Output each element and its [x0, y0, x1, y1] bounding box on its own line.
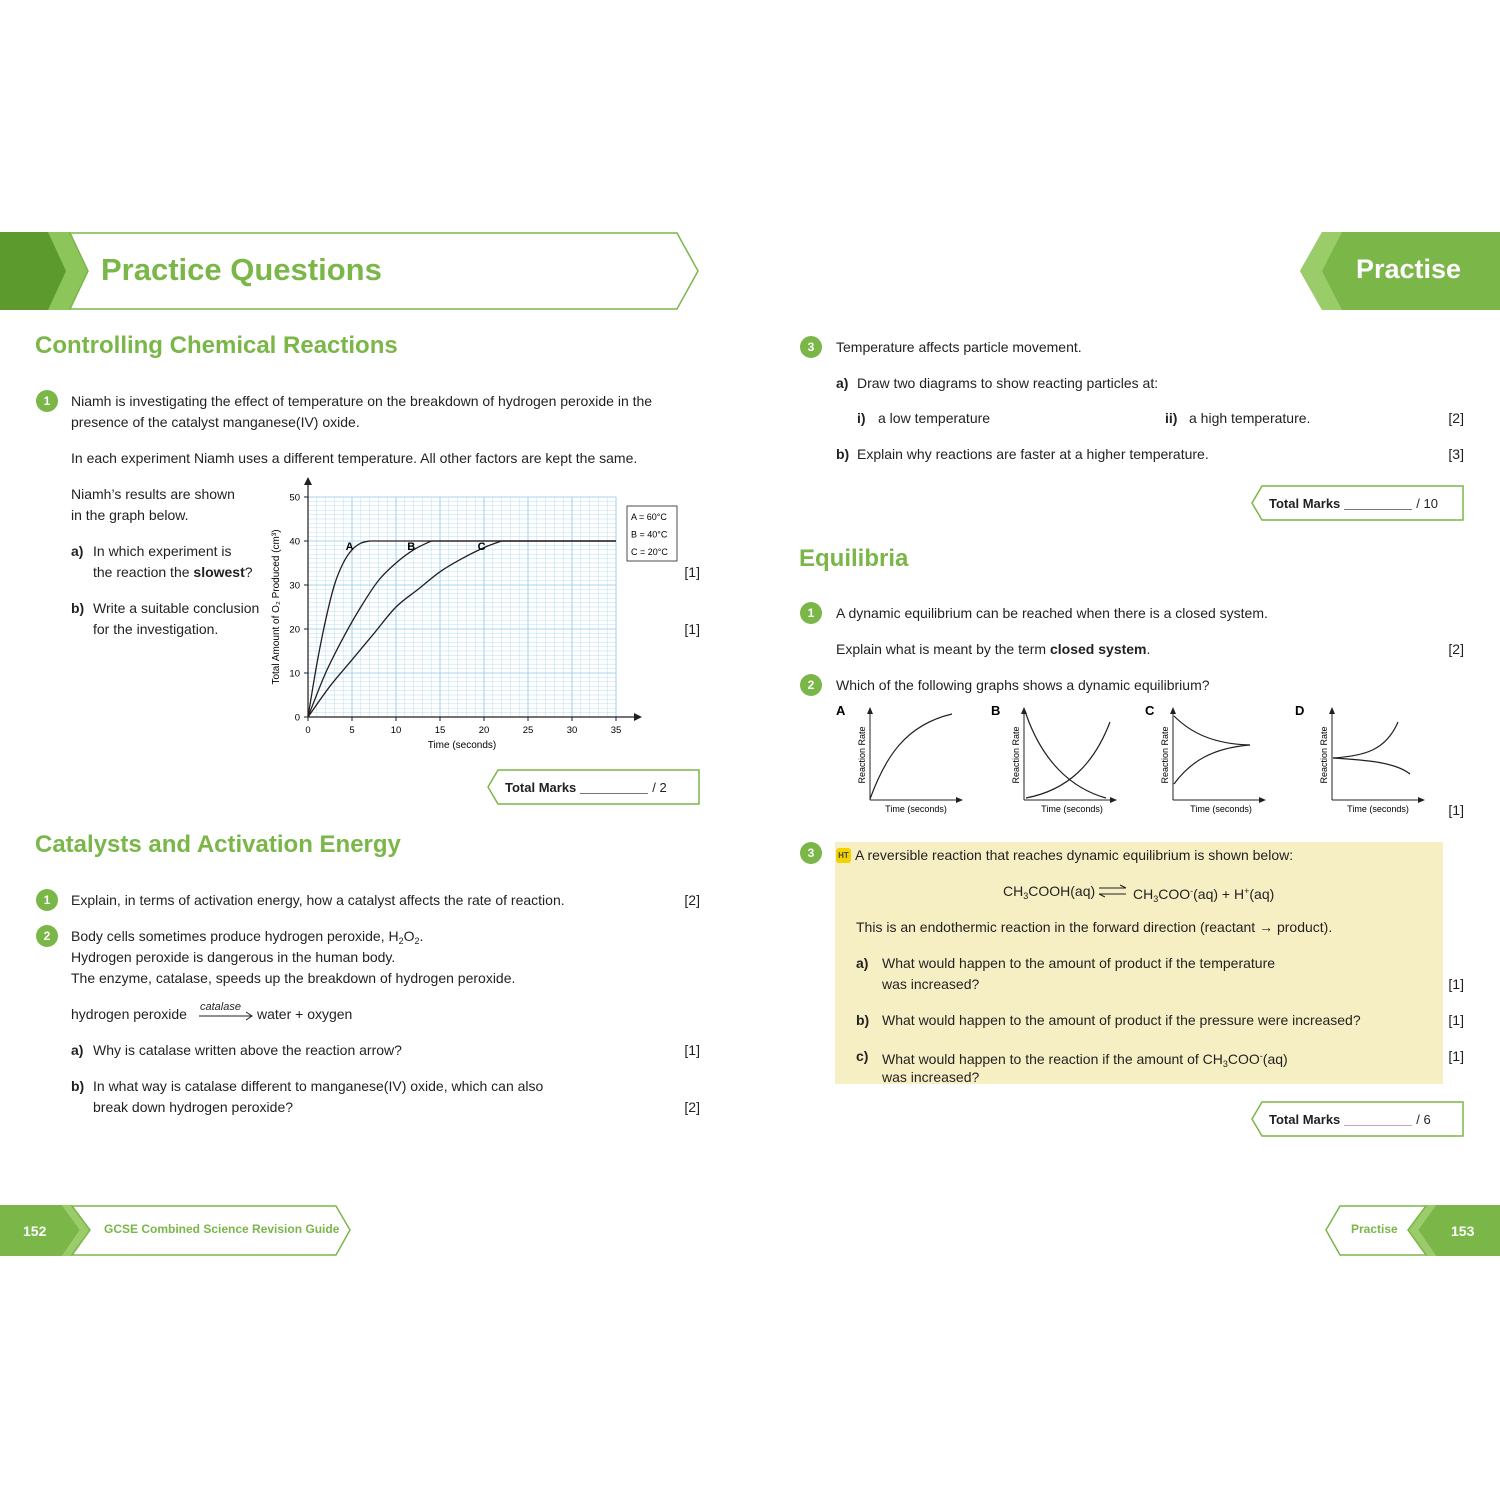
graph-b-curve-up: [1026, 722, 1110, 798]
graph-letter-b: B: [991, 703, 1001, 718]
graph-c-curve-top: [1174, 716, 1250, 745]
q1-text-line2: presence of the catalyst manganese(IV) oxide.: [71, 414, 360, 430]
graph-letter-a: A: [836, 703, 846, 718]
q1-text-line1: Niamh is investigating the effect of temperature on the breakdown of hydrogen peroxide in the: [71, 393, 653, 409]
eq-q3c-line1: What would happen to the reaction if the amount of $CH_3COO^-(aq)$: [882, 1051, 1288, 1069]
equilibrium-arrow-icon: [1097, 884, 1129, 898]
question-number: 2: [800, 674, 822, 696]
graph-d: [1295, 703, 1424, 814]
mark-allocation: [1]: [1448, 1012, 1464, 1028]
mark-allocation: [2]: [684, 892, 700, 908]
part-label: a): [836, 375, 849, 391]
s2-q2-line3: The enzyme, catalase, speeds up the breakdown of hydrogen peroxide.: [71, 970, 516, 986]
part-label: b): [71, 600, 85, 616]
x-tick-label: 5: [349, 725, 355, 736]
y-tick-label: 40: [289, 536, 300, 548]
page-title-left: Practice Questions: [101, 252, 382, 287]
x-tick-label: 0: [305, 725, 311, 736]
eq-q3c-line2: was increased?: [882, 1069, 980, 1085]
series-label-a: A: [345, 541, 354, 553]
y-tick-label: 30: [289, 580, 300, 592]
graph-ylabel: Reaction Rate: [1160, 726, 1170, 784]
eq-q3b-text: What would happen to the amount of product if the pressure were increased?: [882, 1012, 1361, 1028]
q1-results-line2: in the graph below.: [71, 507, 189, 523]
part-label: c): [856, 1048, 869, 1064]
legend-entry: C = 20°C: [631, 547, 668, 557]
q1-text-line3: In each experiment Niamh uses a different temperature. All other factors are kept the same.: [71, 450, 638, 466]
q1a-line2: the reaction the slowest?: [93, 564, 253, 580]
s2-q2-line2: Hydrogen peroxide is dangerous in the human body.: [71, 949, 396, 965]
reaction-arrow-icon: [198, 1011, 256, 1021]
graph-c: [1145, 703, 1265, 814]
x-axis-label: Time (seconds): [427, 740, 497, 751]
section-title-equilibria: Equilibria: [799, 545, 909, 572]
question-number: 3: [800, 336, 822, 358]
higher-tier-badge: HT: [836, 848, 851, 863]
eq-q3a-line2: was increased?: [882, 976, 980, 992]
x-tick-label: 35: [610, 725, 622, 736]
graph-c-curve-bottom: [1174, 745, 1250, 784]
book-title: GCSE Combined Science Revision Guide: [104, 1222, 340, 1236]
s2-q2-line1: Body cells sometimes produce hydrogen peroxide, $H_2O_2$.: [71, 928, 424, 946]
x-tick-label: 25: [522, 725, 534, 736]
part-label: a): [71, 1042, 84, 1058]
x-tick-label: 20: [478, 725, 490, 736]
y-axis-arrow-icon: [304, 477, 312, 485]
graph-ylabel: Reaction Rate: [1319, 726, 1329, 784]
series-label-b: B: [407, 541, 416, 553]
mark-allocation: [2]: [1448, 641, 1464, 657]
mark-allocation: [1]: [684, 1042, 700, 1058]
section-title-controlling: Controlling Chemical Reactions: [35, 332, 398, 359]
eq-q1-line2: Explain what is meant by the term closed system.: [836, 641, 1151, 657]
total-marks-content: Total Marks / 6: [1269, 1112, 1431, 1127]
part-label: i): [857, 410, 866, 426]
chem-equation-left: $CH_3COOH(aq)$: [1003, 883, 1096, 901]
eq-q2-text: Which of the following graphs shows a dynamic equilibrium?: [836, 677, 1210, 693]
page-number-right: 153: [1451, 1223, 1475, 1239]
total-marks-content: Total Marks / 2: [505, 780, 667, 795]
eq-q3-endothermic: This is an endothermic reaction in the forward direction (reactant → product).: [856, 919, 1333, 935]
graph-d-curve-up: [1333, 722, 1398, 758]
mark-allocation: [1]: [1448, 802, 1464, 818]
mark-allocation: [1]: [684, 564, 700, 580]
rq3ai-text: a low temperature: [878, 410, 991, 426]
question-number: 2: [36, 925, 58, 947]
q1-results-line1: Niamh’s results are shown: [71, 486, 235, 502]
graph-a-curve: [870, 714, 952, 799]
part-label: ii): [1165, 410, 1178, 426]
footer-section-label: Practise: [1351, 1222, 1398, 1236]
eq-q1-text: A dynamic equilibrium can be reached when there is a closed system.: [836, 605, 1268, 621]
graph-b-curve-down: [1026, 714, 1106, 798]
mark-allocation: [1]: [1448, 1048, 1464, 1064]
x-tick-label: 15: [434, 725, 446, 736]
chem-equation-right: $CH_3COO^-(aq) + H^+(aq)$: [1133, 886, 1275, 904]
y-axis-label: Total Amount of O₂ Produced (cm³): [271, 529, 282, 685]
section-title-catalysts: Catalysts and Activation Energy: [35, 831, 401, 858]
graph-xlabel: Time (seconds): [1190, 804, 1252, 814]
equilibrium-graphs: [830, 700, 1450, 820]
s2-q2b-line2: break down hydrogen peroxide?: [93, 1099, 294, 1115]
word-equation-right: water + oxygen: [257, 1006, 353, 1022]
graph-xlabel: Time (seconds): [1041, 804, 1103, 814]
y-tick-label: 20: [289, 624, 300, 636]
part-label: b): [836, 446, 850, 462]
y-tick-label: 50: [289, 492, 300, 504]
rq3b-text: Explain why reactions are faster at a higher temperature.: [857, 446, 1209, 462]
eq-q3a-line1: What would happen to the amount of product if the temperature: [882, 955, 1276, 971]
eq-q3-intro: A reversible reaction that reaches dynamic equilibrium is shown below:: [855, 847, 1294, 863]
graph-letter-c: C: [1145, 703, 1155, 718]
graph-xlabel: Time (seconds): [1347, 804, 1409, 814]
rq3aii-text: a high temperature.: [1189, 410, 1311, 426]
x-tick-label: 30: [566, 725, 578, 736]
graph-letter-d: D: [1295, 703, 1305, 718]
y-tick-label: 10: [289, 668, 300, 680]
page-title-right: Practise: [1356, 254, 1462, 284]
graph-ylabel: Reaction Rate: [857, 726, 867, 784]
s2-q1-text: Explain, in terms of activation energy, how a catalyst affects the rate of reaction.: [71, 892, 565, 908]
s2-q2b-line1: In what way is catalase different to manganese(IV) oxide, which can also: [93, 1078, 544, 1094]
legend-entry: B = 40°C: [631, 529, 668, 540]
legend-entry: A = 60°C: [631, 512, 667, 522]
question-number: 1: [36, 889, 58, 911]
x-tick-label: 10: [390, 725, 402, 736]
catalyst-label: catalase: [200, 1001, 241, 1013]
mark-allocation: [3]: [1448, 446, 1464, 462]
question-number: 1: [800, 602, 822, 624]
page-number-left: 152: [23, 1223, 47, 1239]
s2-q2a-text: Why is catalase written above the reaction arrow?: [93, 1042, 402, 1058]
graph-b: [991, 703, 1116, 814]
question-number: 3: [800, 842, 822, 864]
series-label-c: C: [477, 541, 486, 553]
mark-allocation: [1]: [684, 621, 700, 637]
mark-allocation: [2]: [1448, 410, 1464, 426]
q1a-line1: In which experiment is: [93, 543, 232, 559]
mark-allocation: [2]: [684, 1099, 700, 1115]
y-tick-label: 0: [294, 712, 300, 724]
mark-allocation: [1]: [1448, 976, 1464, 992]
x-axis-arrow-icon: [634, 713, 642, 721]
graph-ylabel: Reaction Rate: [1011, 726, 1021, 784]
question-number: 1: [36, 390, 58, 412]
word-equation-left: hydrogen peroxide: [71, 1006, 187, 1022]
graph-a: [836, 703, 962, 814]
part-label: a): [856, 955, 869, 971]
graph-xlabel: Time (seconds): [885, 804, 947, 814]
part-label: a): [71, 543, 84, 559]
graph-d-curve-down: [1333, 758, 1410, 774]
oxygen-production-chart: [262, 476, 668, 761]
part-label: b): [856, 1012, 870, 1028]
total-marks-content: Total Marks / 10: [1269, 496, 1438, 511]
q1b-line2: for the investigation.: [93, 621, 219, 637]
rq3a-text: Draw two diagrams to show reacting particles at:: [857, 375, 1159, 391]
rq3-text: Temperature affects particle movement.: [836, 339, 1082, 355]
q1b-line1: Write a suitable conclusion: [93, 600, 260, 616]
part-label: b): [71, 1078, 85, 1094]
